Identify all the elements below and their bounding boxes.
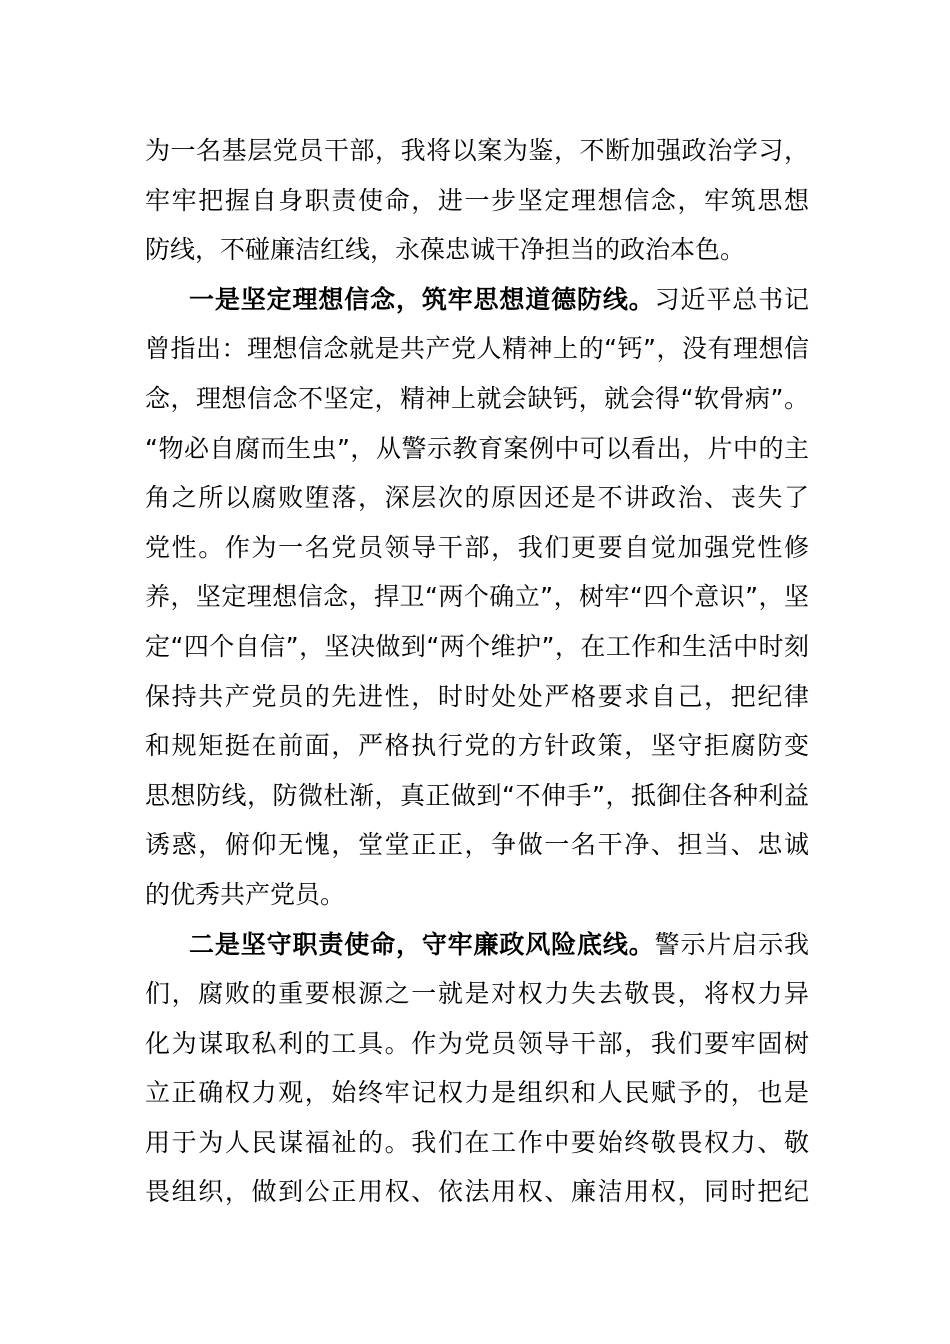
text-line: 诱惑，俯仰无愧，堂堂正正，争做一名干净、担当、忠诚 (145, 830, 809, 860)
text-line: 为一名基层党员干部，我将以案为鉴，不断加强政治学习， (145, 136, 809, 165)
paragraph-first-line (145, 920, 809, 970)
text-line: 党性。作为一名党员领导干部，我们更要自觉加强党性修 (145, 532, 809, 562)
text-line: “物必自腐而生虫”，从警示教育案例中可以看出，片中的主 (145, 433, 809, 463)
text-line: 防线，不碰廉洁红线，永葆忠诚干净担当的政治本色。 (145, 235, 746, 265)
text-line: 牢牢把握自身职责使命，进一步坚定理想信念，牢筑思想 (145, 185, 809, 215)
text-line: 思想防线，防微杜渐，真正做到“不伸手”，抵御住各种利益 (145, 780, 809, 810)
text-line: 用于为人民谋福祉的。我们在工作中要始终敬畏权力、敬 (145, 1127, 809, 1157)
paragraph-heading: 二是坚守职责使命，守牢廉政风险底线。 (189, 929, 655, 959)
text-line: 保持共产党员的先进性，时时处处严格要求自己，把纪律 (145, 681, 809, 711)
text-line: 念，理想信念不坚定，精神上就会缺钙，就会得“软骨病”。 (145, 383, 809, 413)
text-line: 养，坚定理想信念，捍卫“两个确立”，树牢“四个意识”，坚 (145, 582, 809, 612)
text-line: 们，腐败的重要根源之一就是对权力失去敬畏，将权力异 (145, 979, 809, 1009)
paragraph-text: 习近平总书记 (654, 284, 809, 314)
document-body (145, 126, 809, 1217)
paragraph-first-line (145, 275, 809, 325)
text-line: 曾指出：理想信念就是共产党人精神上的“钙”，没有理想信 (145, 334, 809, 364)
text-line: 畏组织，做到公正用权、依法用权、廉洁用权，同时把纪 (145, 1177, 809, 1207)
text-line: 化为谋取私利的工具。作为党员领导干部，我们要牢固树 (145, 1028, 809, 1058)
paragraph-text: 警示片启示我 (654, 929, 809, 959)
text-line: 的优秀共产党员。 (145, 879, 346, 909)
paragraph-heading: 一是坚定理想信念，筑牢思想道德防线。 (189, 284, 655, 314)
text-line: 立正确权力观，始终牢记权力是组织和人民赋予的，也是 (145, 1078, 809, 1108)
text-line: 和规矩挺在前面，严格执行党的方针政策，坚守拒腐防变 (145, 731, 809, 761)
text-line: 角之所以腐败堕落，深层次的原因还是不讲政治、丧失了 (145, 483, 809, 513)
text-line: 定“四个自信”，坚决做到“两个维护”，在工作和生活中时刻 (145, 631, 809, 661)
